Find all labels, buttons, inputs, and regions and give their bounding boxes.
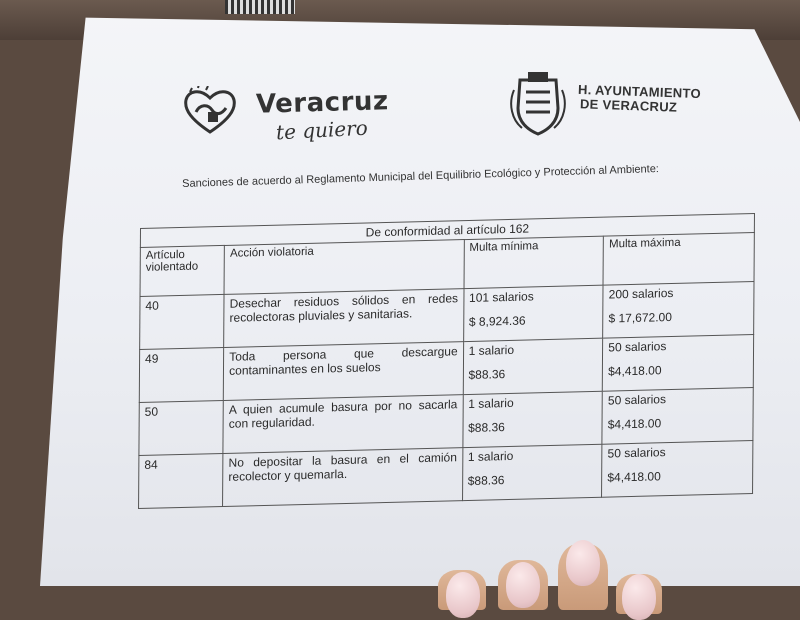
cell-articulo: 49 xyxy=(139,347,224,402)
min-salarios: 1 salario xyxy=(467,448,514,464)
holding-hand xyxy=(420,530,680,600)
max-monto: $4,418.00 xyxy=(607,416,662,432)
document-subtitle: Sanciones de acuerdo al Reglamento Municipal del Equilibrio Ecológico y Protección al Ambiente: xyxy=(182,163,660,190)
cell-multa-minima xyxy=(463,391,603,447)
coat-of-arms-icon xyxy=(508,70,568,136)
heart-logo-icon xyxy=(182,86,238,136)
gov-name-line1: H. AYUNTAMIENTO xyxy=(577,81,702,102)
brand-name: Veracruz xyxy=(255,86,389,120)
gov-name-line2: DE VERACRUZ xyxy=(579,96,678,115)
max-monto: $ 17,672.00 xyxy=(608,309,672,326)
fingernail xyxy=(622,574,656,620)
sanctions-table xyxy=(138,213,755,509)
min-monto: $88.36 xyxy=(468,367,506,382)
fingernail xyxy=(446,572,480,618)
max-salarios: 50 salarios xyxy=(608,339,667,355)
min-monto: $ 8,924.36 xyxy=(468,313,526,329)
min-salarios: 1 salario xyxy=(468,342,515,358)
cell-articulo: 50 xyxy=(139,400,224,455)
fingernail xyxy=(506,562,540,608)
cell-multa-minima xyxy=(463,338,603,394)
cell-accion: A quien acumule basura por no sacarla con regularidad. xyxy=(223,395,463,454)
max-salarios: 50 salarios xyxy=(607,392,667,408)
cell-multa-maxima xyxy=(602,388,753,445)
min-salarios: 1 salario xyxy=(468,395,514,411)
ayuntamiento-logo xyxy=(508,70,708,140)
fingernail xyxy=(566,540,600,586)
table-caption: De conformidad al artículo 162 xyxy=(140,213,754,247)
col-header-accion: Acción violatoria xyxy=(224,240,464,295)
brand-tagline: te quiero xyxy=(275,115,369,145)
min-monto: $88.36 xyxy=(468,420,505,435)
cell-multa-maxima xyxy=(603,335,754,392)
cell-accion: No depositar la basura en el camión recolector y quemarla. xyxy=(223,448,463,507)
cell-accion: Desechar residuos sólidos en redes recolectoras pluviales y sanitarias. xyxy=(224,289,464,348)
min-salarios: 101 salarios xyxy=(469,289,534,305)
cell-multa-maxima xyxy=(602,441,753,498)
cell-articulo: 40 xyxy=(140,294,225,349)
veracruz-logo xyxy=(178,78,389,148)
cell-multa-minima xyxy=(462,444,602,500)
col-header-articulo: Artículo violentado xyxy=(140,245,225,296)
fabric-edge xyxy=(225,0,295,14)
max-monto: $4,418.00 xyxy=(607,469,661,485)
max-salarios: 50 salarios xyxy=(607,445,666,461)
cell-accion: Toda persona que descargue contaminantes en los suelos xyxy=(223,342,463,401)
cell-multa-maxima xyxy=(603,281,754,338)
min-monto: $88.36 xyxy=(467,473,505,488)
cell-multa-minima xyxy=(463,285,603,341)
cell-articulo: 84 xyxy=(139,453,224,508)
max-salarios: 200 salarios xyxy=(608,285,674,302)
col-header-multa-minima: Multa mínima xyxy=(464,236,604,288)
col-header-multa-maxima: Multa máxima xyxy=(603,232,754,285)
max-monto: $4,418.00 xyxy=(608,363,662,379)
